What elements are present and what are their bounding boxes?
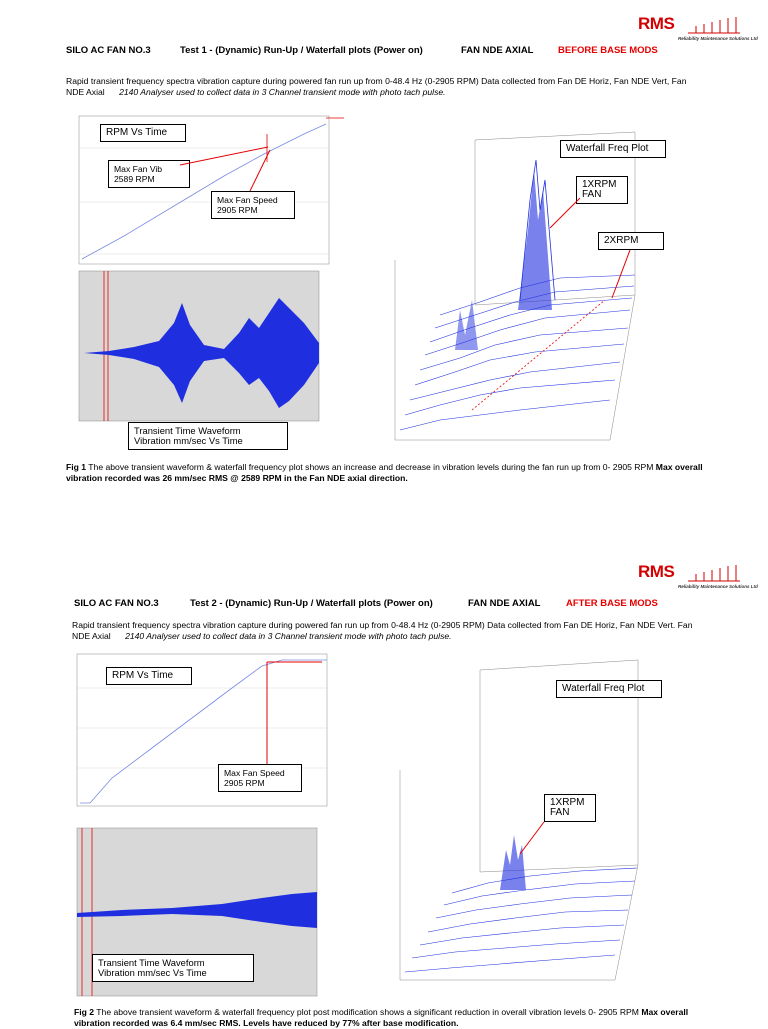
caption-label: Fig 2 (74, 1007, 95, 1017)
logo-bars-icon (686, 564, 742, 582)
caption-text: The above transient waveform & waterfall frequency plot shows an increase and decrease in vibration levels during the fan run up from 0- 2905 RPM (86, 462, 656, 472)
callout-2x-rpm: 2XRPM (598, 232, 664, 250)
analyser-note: 2140 Analyser used to collect data in 3 Channel transient mode with photo tach pulse. (125, 631, 452, 641)
callout-rpm-vs-time: RPM Vs Time (100, 124, 186, 142)
callout-max-fan-vib: Max Fan Vib 2589 RPM (108, 160, 190, 188)
callout-waterfall: Waterfall Freq Plot (560, 140, 666, 158)
logo (636, 562, 758, 592)
waterfall-arrows (540, 198, 650, 308)
caption-text: The above transient waveform & waterfall frequency plot post modification shows a significant reduction in overall vibration levels 0- 2905 RPM (94, 1007, 642, 1017)
header-title: SILO AC FAN NO.3 (66, 45, 151, 56)
logo-tagline: Reliability Maintenance Solutions Ltd (678, 584, 758, 589)
header-status: AFTER BASE MODS (566, 598, 658, 609)
logo (636, 14, 758, 44)
header-status: BEFORE BASE MODS (558, 45, 658, 56)
callout-waveform: Transient Time Waveform Vibration mm/sec Vs Time (92, 954, 254, 982)
callout-arrows (170, 140, 290, 200)
intro-description: Rapid transient frequency spectra vibration capture during powered fan run up from 0-48.4 Hz (0-2905 RPM) Data collected from Fan DE Horiz, Fan NDE Vert, Fan NDE Axial (66, 76, 687, 97)
header-location: FAN NDE AXIAL (461, 45, 534, 56)
transient-waveform-plot (64, 263, 364, 423)
header-location: FAN NDE AXIAL (468, 598, 541, 609)
logo-mark: RMS (638, 14, 675, 33)
intro-text (72, 620, 702, 642)
intro-description: Rapid transient frequency spectra vibration capture during powered fan run up from 0-48.4 Hz (0-2905 RPM) Data collected from Fan DE Horiz, Fan NDE Vert. Fan NDE Axial (72, 620, 693, 641)
intro-text (66, 76, 706, 98)
callout-waterfall: Waterfall Freq Plot (556, 680, 662, 698)
header-title: SILO AC FAN NO.3 (74, 598, 159, 609)
logo-mark: RMS (638, 562, 675, 581)
header-test: Test 2 - (Dynamic) Run-Up / Waterfall plots (Power on) (190, 598, 433, 609)
callout-waveform: Transient Time Waveform Vibration mm/sec Vs Time (128, 422, 288, 450)
caption-highlight: Max overall vibration recorded was 6.4 mm/sec RMS. Levels have reduced by 77% after base modification. (74, 1007, 689, 1028)
caption-highlight: Max overall vibration recorded was 26 mm/sec RMS @ 2589 RPM in the Fan NDE axial direction. (66, 462, 703, 483)
waterfall-arrows (500, 820, 560, 860)
header-test: Test 1 - (Dynamic) Run-Up / Waterfall plots (Power on) (180, 45, 423, 56)
callout-rpm-vs-time: RPM Vs Time (106, 667, 192, 685)
caption-label: Fig 1 (66, 462, 87, 472)
logo-bars-icon (686, 16, 742, 34)
logo-tagline: Reliability Maintenance Solutions Ltd (678, 36, 758, 41)
callout-max-fan-speed: Max Fan Speed 2905 RPM (218, 764, 302, 792)
callout-1x-rpm: 1XRPM FAN (576, 176, 628, 204)
callout-max-fan-speed: Max Fan Speed 2905 RPM (211, 191, 295, 219)
figure-caption (74, 1007, 714, 1029)
analyser-note: 2140 Analyser used to collect data in 3 Channel transient mode with photo tach pulse. (119, 87, 446, 97)
callout-1x-rpm: 1XRPM FAN (544, 794, 596, 822)
figure-caption (66, 462, 711, 484)
